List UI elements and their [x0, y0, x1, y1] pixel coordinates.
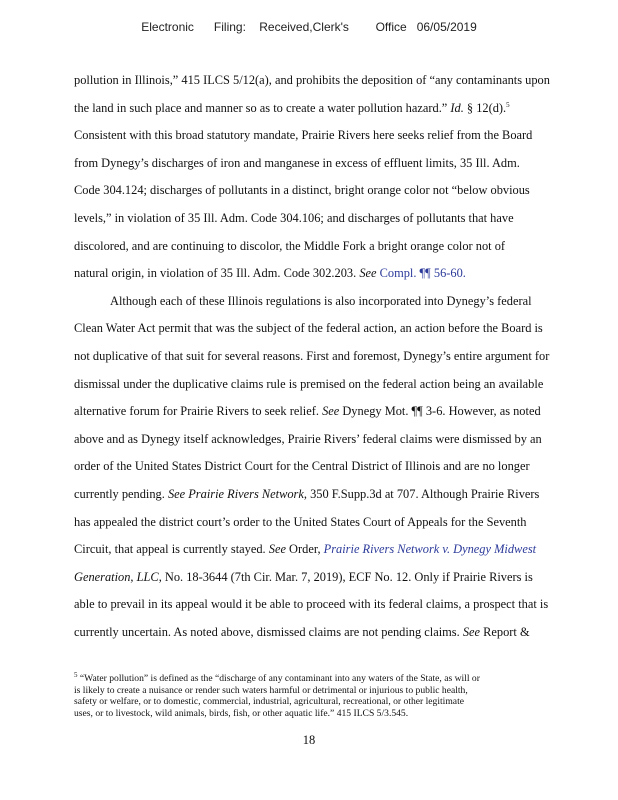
text-segment: , No. 18-3644 (7th Cir. Mar. 7, 2019), ECF No. 12. Only if Prairie Rivers is [158, 569, 533, 584]
footnote-block [74, 670, 594, 719]
body-line [74, 153, 594, 181]
text-segment: Generation, LLC [74, 569, 159, 584]
footnote-line [74, 696, 594, 708]
body-line [74, 429, 594, 457]
text-segment: pollution in Illinois,” 415 ILCS 5/12(a), and prohibits the deposition of “any contaminants upon [74, 73, 550, 87]
text-segment: Report & [480, 624, 530, 639]
footnote-number: 5 [74, 670, 78, 679]
footnote-line [74, 685, 594, 697]
footnote-text: uses, or to livestock, wild animals, birds, fish, or other aquatic life.” 415 ILCS 5/3.545. [74, 707, 409, 719]
text-segment: the land in such place and manner so as to create a water pollution hazard.” [74, 100, 451, 115]
text-segment: natural origin, in violation of 35 Ill. Adm. Code 302.203. [74, 266, 360, 281]
text-segment: See [322, 404, 340, 419]
text-segment: alternative forum for Prairie Rivers to seek relief. [74, 404, 323, 419]
body-text [74, 70, 594, 649]
text-segment: See [268, 542, 286, 557]
body-line [74, 484, 594, 512]
footnote-marker: 5 [506, 100, 510, 109]
footnote-line [74, 670, 594, 685]
body-line [74, 401, 594, 429]
text-segment: Code 304.124; discharges of pollutants in a distinct, bright orange color not “below obvious [74, 183, 530, 198]
body-line [74, 70, 594, 98]
text-segment: order of the United States District Court for the Central District of Illinois and are no longer [74, 459, 530, 474]
body-line [74, 180, 594, 208]
text-segment: See Prairie Rivers Network [167, 486, 304, 501]
text-segment: discolored, and are continuing to discolor, the Middle Fork a bright orange color not of [74, 238, 506, 253]
footnote-line [74, 708, 594, 720]
body-line [74, 236, 594, 264]
text-segment: Order, [285, 542, 324, 557]
text-segment: , 350 F.Supp.3d at 707. Although Prairie Rivers [303, 486, 540, 501]
body-line [74, 456, 594, 484]
text-segment: able to prevail in its appeal would it be able to proceed with its federal claims, a prospect that is [74, 597, 549, 612]
text-segment: Circuit, that appeal is currently stayed. [74, 542, 269, 557]
text-segment: above and as Dynegy itself acknowledges, Prairie Rivers’ federal claims were dismissed by an [74, 431, 542, 446]
text-segment: Id. [450, 100, 464, 115]
text-segment: has appealed the district court’s order to the United States Court of Appeals for the Seventh [74, 514, 527, 529]
page-number: 18 [302, 733, 316, 747]
body-line [74, 291, 594, 319]
text-segment: See [462, 624, 481, 639]
text-segment: See [359, 266, 377, 281]
body-line [74, 512, 594, 540]
text-segment: levels,” in violation of 35 Ill. Adm. Code 304.106; and discharges of pollutants that have [74, 210, 514, 225]
body-line [74, 374, 594, 402]
body-line [74, 318, 594, 346]
text-segment: currently uncertain. As noted above, dismissed claims are not pending claims. [74, 624, 463, 639]
text-segment: not duplicative of that suit for several reasons. First and foremost, Dynegy’s entire argument for [74, 348, 550, 363]
body-line [74, 567, 594, 595]
text-segment: Although each of these Illinois regulations is also incorporated into Dynegy’s federal [110, 293, 532, 308]
body-line [74, 208, 594, 236]
body-line [74, 125, 594, 153]
body-line [74, 98, 594, 126]
body-line [74, 539, 594, 567]
text-segment: from Dynegy’s discharges of iron and manganese in excess of effluent limits, 35 Ill. Adm. [74, 155, 520, 170]
text-segment: Prairie Rivers Network v. Dynegy Midwest [323, 542, 537, 557]
text-segment: Consistent with this broad statutory mandate, Prairie Rivers here seeks relief from the Board [74, 128, 533, 143]
body-line [74, 346, 594, 374]
text-segment: Clean Water Act permit that was the subject of the federal action, an action before the Board is [74, 321, 543, 336]
efiling-header: Electronic Filing: Received,Clerk's Office 06/05/2019 [141, 20, 477, 34]
body-line [74, 622, 594, 650]
body-line [74, 594, 594, 622]
text-segment: § 12(d). [463, 100, 507, 115]
body-line [74, 263, 594, 291]
text-segment: Compl. ¶¶ 56-60. [376, 266, 466, 281]
text-segment: currently pending. [74, 486, 168, 501]
text-segment: Dynegy Mot. ¶¶ 3-6. However, as noted [339, 404, 541, 419]
footnote-text: safety or welfare, or to domestic, commercial, industrial, agricultural, recreational, or other legitimate [74, 696, 464, 707]
footnote-text: is likely to create a nuisance or render such waters harmful or detrimental or injurious to public health, [74, 684, 468, 696]
text-segment: dismissal under the duplicative claims rule is premised on the federal action being an available [74, 376, 544, 391]
footnote-text: “Water pollution” is defined as the “discharge of any contaminant into any waters of the State, as will or [79, 673, 480, 684]
